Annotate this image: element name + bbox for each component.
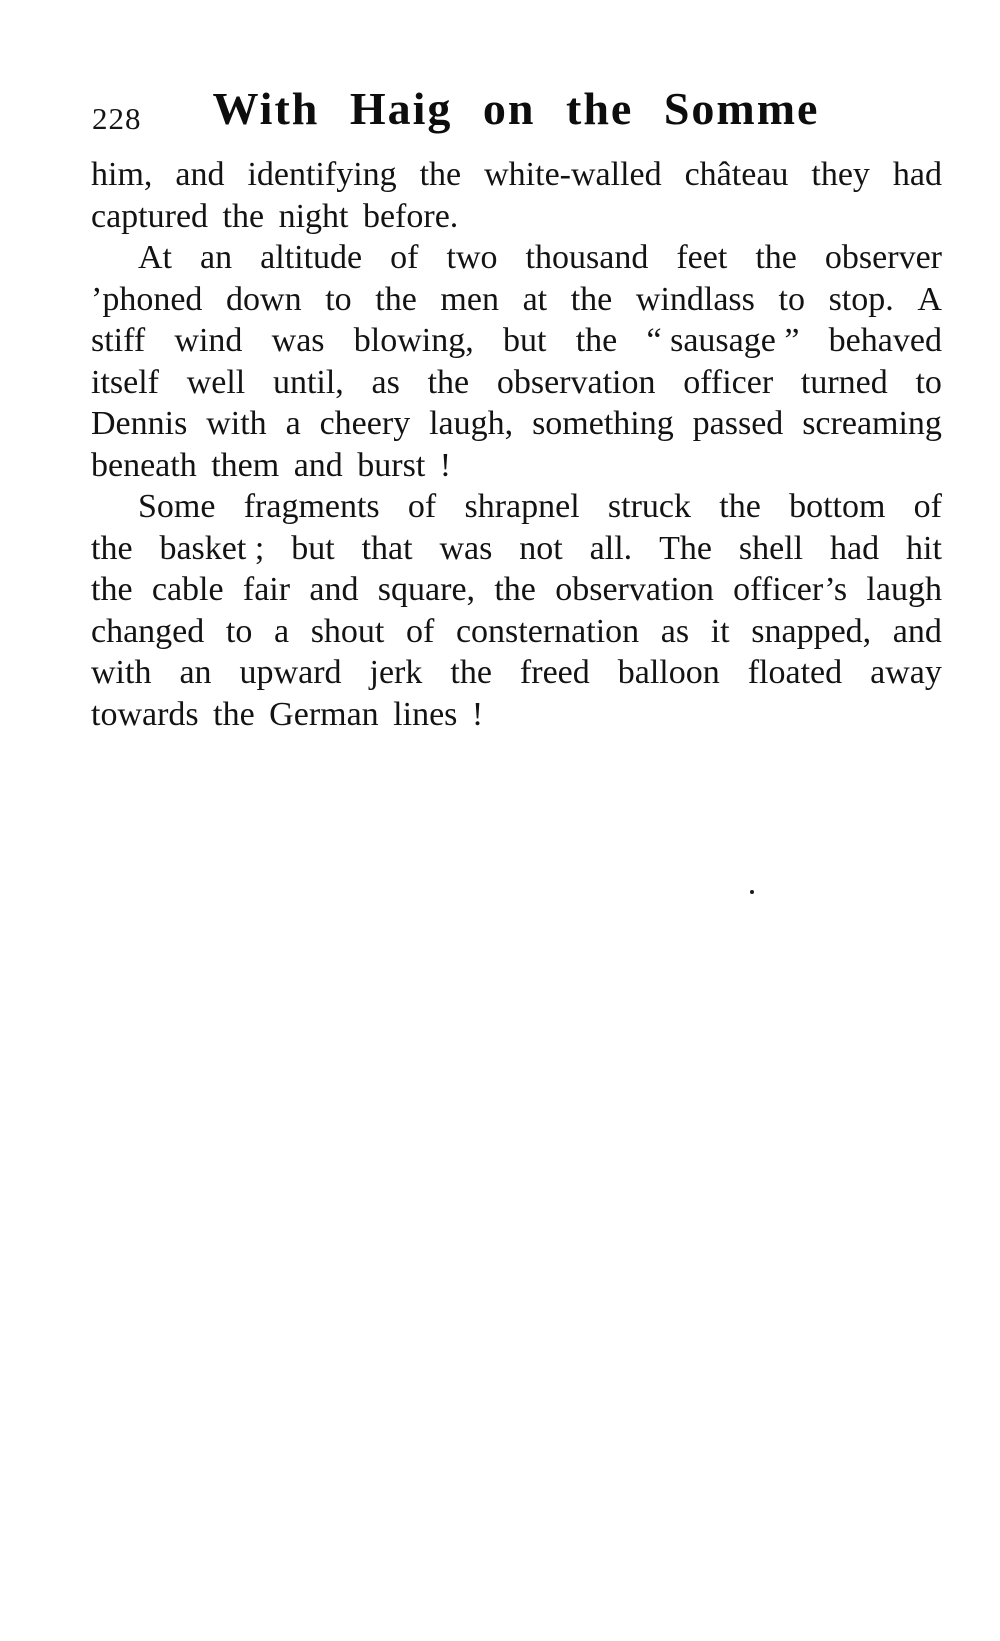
word: laugh,: [429, 405, 514, 442]
text-line: [91, 403, 942, 445]
body-text: [91, 154, 942, 735]
word: stop.: [828, 280, 894, 318]
text-line: beneath them and burst !: [91, 446, 452, 484]
word: with: [206, 405, 267, 442]
page-number: 228: [92, 101, 142, 136]
word: feet: [676, 239, 728, 276]
word: freed: [519, 654, 590, 691]
word: basket ;: [159, 529, 265, 567]
word: square,: [377, 571, 476, 608]
word: passed: [692, 405, 784, 442]
word: down: [226, 280, 302, 318]
word: was: [271, 322, 325, 359]
word: as: [371, 363, 400, 401]
word: and: [892, 612, 942, 650]
word: but: [291, 529, 335, 567]
word: officer’s: [733, 571, 848, 608]
word: the: [755, 239, 797, 276]
text-line: towards the German lines !: [91, 695, 484, 733]
word: the: [494, 571, 536, 608]
word: a: [273, 612, 290, 650]
word: changed: [91, 612, 205, 650]
word: but: [503, 322, 547, 359]
word: to: [225, 612, 253, 650]
word: fair: [242, 571, 291, 608]
text-line: [91, 528, 942, 570]
word: shrapnel: [464, 488, 580, 525]
text-line: [91, 569, 942, 611]
word: white-walled: [484, 156, 662, 193]
word: had: [892, 156, 942, 193]
word: of: [406, 612, 435, 650]
word: him,: [91, 156, 153, 193]
word: the: [427, 363, 470, 401]
word: until,: [272, 363, 344, 401]
word: to: [325, 280, 352, 318]
word: snapped,: [751, 612, 872, 650]
word: blowing,: [353, 322, 474, 359]
word: well: [186, 363, 246, 401]
word: two: [446, 239, 498, 276]
word: “ sausage ”: [646, 322, 800, 359]
word: shout: [310, 612, 385, 650]
word: the: [719, 488, 761, 525]
word: an: [179, 654, 212, 691]
word: thousand: [525, 239, 649, 276]
word: altitude: [260, 239, 363, 276]
word: laugh: [866, 571, 942, 608]
text-line: [91, 362, 942, 404]
word: something: [532, 405, 674, 442]
word: had: [830, 529, 880, 567]
word: windlass: [635, 280, 755, 318]
word: cable: [151, 571, 224, 608]
word: observation: [496, 363, 656, 401]
word: jerk: [369, 654, 423, 691]
text-line: [91, 486, 942, 528]
word: itself: [91, 363, 159, 401]
word: hit: [906, 529, 942, 567]
word: the: [419, 156, 462, 193]
word: château: [684, 156, 789, 193]
word: to: [915, 363, 942, 401]
word: they: [811, 156, 870, 193]
word: The: [659, 529, 712, 567]
text-line: [91, 279, 942, 321]
word: turned: [800, 363, 888, 401]
word: was: [439, 529, 493, 567]
word: ’phoned: [91, 280, 203, 318]
word: officer: [683, 363, 774, 401]
word: shell: [738, 529, 804, 567]
word: all.: [589, 529, 633, 567]
word: balloon: [617, 654, 720, 691]
word: a: [285, 405, 301, 442]
word: Some: [138, 488, 216, 525]
word: at: [522, 280, 548, 318]
word: A: [917, 280, 942, 318]
word: of: [407, 488, 437, 525]
word: fragments: [243, 488, 380, 525]
word: and: [175, 156, 225, 193]
word: the: [570, 280, 613, 318]
word: identifying: [247, 156, 397, 193]
word: the: [450, 654, 492, 691]
word: floated: [747, 654, 843, 691]
word: of: [390, 239, 419, 276]
word: consternation: [455, 612, 640, 650]
word: the: [91, 571, 133, 608]
word: behaved: [828, 322, 942, 359]
word: an: [200, 239, 233, 276]
word: observer: [824, 239, 942, 276]
text-line: [91, 154, 942, 196]
word: upward: [239, 654, 342, 691]
word: of: [913, 488, 942, 525]
word: the: [375, 280, 417, 318]
text-line: [91, 320, 942, 362]
word: cheery: [319, 405, 411, 442]
text-line: captured the night before.: [91, 197, 459, 235]
word: stiff: [91, 322, 146, 359]
word: observation: [555, 571, 714, 608]
word: with: [91, 654, 152, 691]
word: not: [519, 529, 563, 567]
word: struck: [607, 488, 692, 525]
word: At: [138, 239, 172, 276]
scan-speck-artifact: [750, 890, 754, 894]
word: wind: [174, 322, 243, 359]
text-line: [91, 611, 942, 653]
word: the: [575, 322, 618, 359]
word: that: [361, 529, 413, 567]
running-header-title: With Haig on the Somme: [212, 83, 820, 134]
word: screaming: [802, 405, 942, 442]
word: it: [710, 612, 730, 650]
word: away: [870, 654, 942, 691]
text-line: [91, 652, 942, 694]
text-line: [91, 237, 942, 279]
word: men: [440, 280, 499, 318]
word: as: [660, 612, 690, 650]
word: and: [309, 571, 359, 608]
word: to: [778, 280, 805, 318]
word: bottom: [789, 488, 886, 525]
word: the: [91, 529, 133, 567]
word: Dennis: [91, 405, 188, 442]
